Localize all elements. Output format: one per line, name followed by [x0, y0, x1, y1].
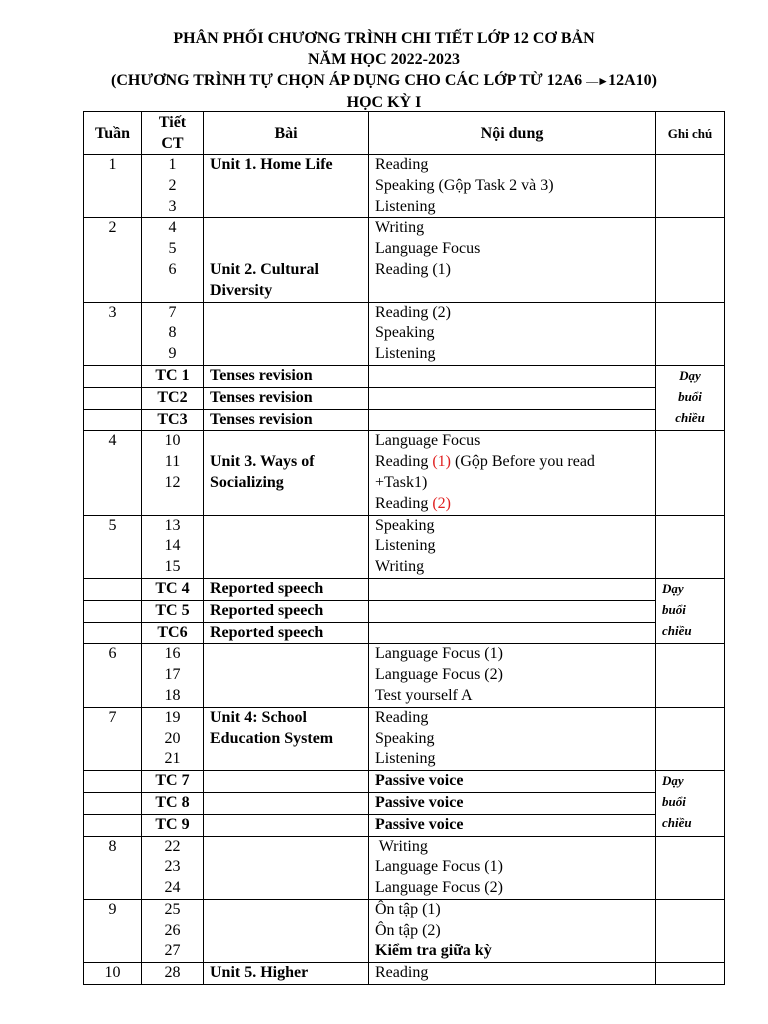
note-cell	[656, 836, 725, 899]
program-line	[0, 70, 768, 92]
note-cell	[656, 218, 725, 302]
lesson-cell: Unit 4: School Education System	[204, 707, 369, 770]
period-cell: TC6	[142, 622, 204, 644]
week-number: 4	[84, 431, 142, 515]
week-number: 1	[84, 155, 142, 218]
content-cell: Passive voice	[369, 814, 656, 836]
content-cell	[369, 622, 656, 644]
week-number: 8	[84, 836, 142, 899]
table-row	[84, 155, 725, 218]
content-cell	[369, 600, 656, 622]
note-cell: Dạy buổi chiều	[656, 771, 725, 836]
period-cell: 1 2 3	[142, 155, 204, 218]
week-number	[84, 365, 142, 387]
period-cell: 13 14 15	[142, 515, 204, 578]
period-cell: 4 5 6	[142, 218, 204, 302]
period-cell: 7 8 9	[142, 302, 204, 365]
period-cell: 19 20 21	[142, 707, 204, 770]
lesson-cell: Unit 5. Higher	[204, 963, 369, 985]
note-cell	[656, 963, 725, 985]
week-number: 5	[84, 515, 142, 578]
table-row	[84, 387, 725, 409]
week-number	[84, 600, 142, 622]
lesson-cell: Reported speech	[204, 600, 369, 622]
lesson-cell	[204, 771, 369, 793]
column-header-tiet: Tiết CT	[142, 112, 204, 155]
note-cell	[656, 899, 725, 962]
table-row	[84, 431, 725, 515]
lesson-cell	[204, 899, 369, 962]
column-header-ghichu: Ghi chú	[656, 112, 725, 155]
lesson-cell	[204, 515, 369, 578]
content-cell: Ôn tập (1) Ôn tập (2) Kiểm tra giữa kỳ	[369, 899, 656, 962]
week-number: 6	[84, 644, 142, 707]
period-cell: TC 8	[142, 792, 204, 814]
note-cell	[656, 431, 725, 515]
document-header	[0, 28, 768, 113]
week-number	[84, 771, 142, 793]
content-cell: Passive voice	[369, 771, 656, 793]
period-cell: TC3	[142, 409, 204, 431]
period-cell: TC 9	[142, 814, 204, 836]
lesson-cell: Unit 3. Ways of Socializing	[204, 431, 369, 515]
note-cell: Dạy buổi chiều	[656, 578, 725, 643]
content-cell: Language Focus Reading (1) (Gộp Before you read +Task1) Reading (2)	[369, 431, 656, 515]
content-cell: Reading Speaking Listening	[369, 707, 656, 770]
column-header-tuan: Tuần	[84, 112, 142, 155]
table-row	[84, 792, 725, 814]
week-number	[84, 387, 142, 409]
lesson-cell	[204, 302, 369, 365]
period-cell: 16 17 18	[142, 644, 204, 707]
note-cell: Dạy buổi chiều	[656, 365, 725, 430]
arrow-icon: —►	[586, 74, 609, 88]
table-row	[84, 707, 725, 770]
table-header-row	[84, 112, 725, 155]
lesson-cell: Tenses revision	[204, 409, 369, 431]
week-number: 2	[84, 218, 142, 302]
school-year-line: NĂM HỌC 2022-2023	[308, 51, 460, 68]
week-number: 9	[84, 899, 142, 962]
table-row	[84, 814, 725, 836]
content-cell: Writing Language Focus Reading (1)	[369, 218, 656, 302]
table-row	[84, 578, 725, 600]
content-cell: Reading (2) Speaking Listening	[369, 302, 656, 365]
table-row	[84, 365, 725, 387]
week-number	[84, 578, 142, 600]
program-text-end: 12A10)	[608, 72, 657, 89]
table-row	[84, 515, 725, 578]
content-cell: Reading	[369, 963, 656, 985]
table-row	[84, 963, 725, 985]
table-row	[84, 218, 725, 302]
content-cell	[369, 578, 656, 600]
period-cell: TC 7	[142, 771, 204, 793]
title-line: PHÂN PHỐI CHƯƠNG TRÌNH CHI TIẾT LỚP 12 CƠ BẢN	[173, 30, 595, 47]
table-row	[84, 622, 725, 644]
content-cell: Passive voice	[369, 792, 656, 814]
lesson-cell: Reported speech	[204, 578, 369, 600]
content-cell: Reading Speaking (Gộp Task 2 và 3) Listening	[369, 155, 656, 218]
table-row	[84, 302, 725, 365]
lesson-cell	[204, 814, 369, 836]
lesson-cell	[204, 644, 369, 707]
content-cell: Language Focus (1) Language Focus (2) Test yourself A	[369, 644, 656, 707]
week-number	[84, 622, 142, 644]
table-row	[84, 644, 725, 707]
period-cell: TC 4	[142, 578, 204, 600]
week-number: 10	[84, 963, 142, 985]
lesson-cell: Unit 1. Home Life	[204, 155, 369, 218]
column-header-bai: Bài	[204, 112, 369, 155]
period-cell: TC 5	[142, 600, 204, 622]
week-number: 7	[84, 707, 142, 770]
note-cell	[656, 155, 725, 218]
week-number	[84, 814, 142, 836]
lesson-cell	[204, 836, 369, 899]
column-header-noidung: Nội dung	[369, 112, 656, 155]
note-cell	[656, 302, 725, 365]
table-row	[84, 771, 725, 793]
week-number	[84, 792, 142, 814]
table-row	[84, 899, 725, 962]
lesson-cell: Unit 2. Cultural Diversity	[204, 218, 369, 302]
note-cell	[656, 707, 725, 770]
period-cell: TC2	[142, 387, 204, 409]
period-cell: 28	[142, 963, 204, 985]
period-cell: 25 26 27	[142, 899, 204, 962]
lesson-cell	[204, 792, 369, 814]
lesson-cell: Reported speech	[204, 622, 369, 644]
week-number: 3	[84, 302, 142, 365]
week-number	[84, 409, 142, 431]
period-cell: 10 11 12	[142, 431, 204, 515]
note-cell	[656, 515, 725, 578]
content-cell	[369, 409, 656, 431]
period-cell: TC 1	[142, 365, 204, 387]
content-cell: Speaking Listening Writing	[369, 515, 656, 578]
content-cell: Writing Language Focus (1) Language Focus (2)	[369, 836, 656, 899]
lesson-cell: Tenses revision	[204, 387, 369, 409]
content-cell	[369, 365, 656, 387]
content-cell	[369, 387, 656, 409]
note-cell	[656, 644, 725, 707]
table-row	[84, 836, 725, 899]
table-row	[84, 409, 725, 431]
lesson-cell: Tenses revision	[204, 365, 369, 387]
program-text: (CHƯƠNG TRÌNH TỰ CHỌN ÁP DỤNG CHO CÁC LỚP TỪ 12A6	[111, 72, 583, 89]
table-row	[84, 600, 725, 622]
period-cell: 22 23 24	[142, 836, 204, 899]
semester-line: HỌC KỲ I	[346, 94, 422, 111]
schedule-table	[83, 111, 725, 985]
